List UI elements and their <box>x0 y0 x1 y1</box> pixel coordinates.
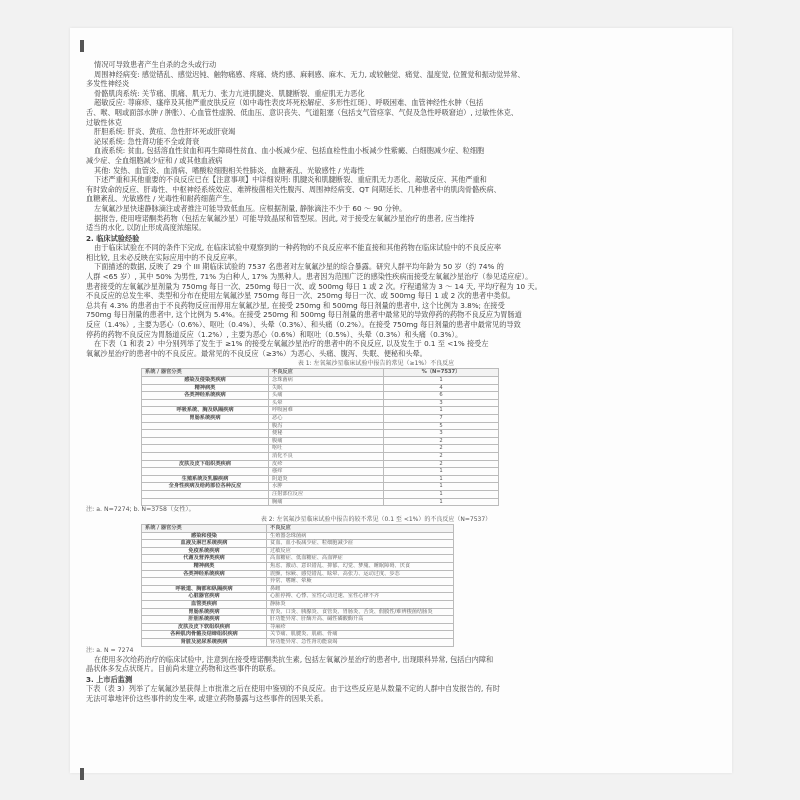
table-cell: 高血糖症、低血糖症、高血钾症 <box>267 555 454 563</box>
table-row <box>142 490 499 498</box>
table-row <box>142 601 454 609</box>
table-header-cell: 系统 / 器官分类 <box>142 369 269 377</box>
table-cell: 6 <box>384 392 499 400</box>
table-cell: 心脏器官疾病 <box>142 593 267 601</box>
table-cell: 失眠 <box>269 384 384 392</box>
table-cell: 焦虑、激动、意识错乱、抑郁、幻觉、梦魇、睡眠障碍、厌食 <box>267 563 454 571</box>
table-row <box>142 563 454 571</box>
ophthalmic-text <box>86 655 666 674</box>
table-row <box>142 430 499 438</box>
text-line: 骨骼肌肉系统: 关节痛、肌痛、肌无力、张力亢进肌腱炎、肌腱断裂、重症肌无力恶化 <box>94 88 365 98</box>
table-row <box>142 460 499 468</box>
table-cell: 1 <box>384 483 499 491</box>
text-line: 晶状体多发点状斑片。目前尚未建立药物和这些事件的联系。 <box>86 664 281 674</box>
table-cell: 免疫系统疾病 <box>142 547 267 555</box>
table-cell: 3 <box>384 399 499 407</box>
table-cell: 5 <box>384 422 499 430</box>
table-cell: 1 <box>384 468 499 476</box>
table-row <box>142 593 454 601</box>
table-cell: 各类神经系统疾病 <box>142 570 267 578</box>
table-cell: 静脉炎 <box>267 601 454 609</box>
clinical-trial-text <box>86 243 666 358</box>
text-line: 氧氟沙星治疗的患者中的不良反应。最常见的不良反应（≥3%）为恶心、头痛、腹泻、失眠、便秘和头晕。 <box>86 348 427 358</box>
table-cell: 腹泻 <box>269 422 384 430</box>
less-common-adverse-reactions-table <box>141 524 454 647</box>
text-line: 减少症、全血细胞减少症和 / 或其他血液病 <box>86 155 223 165</box>
table-cell: 胃肠系统疾病 <box>142 414 269 422</box>
table-cell: 各种肌肉骨骼及结缔组织疾病 <box>142 631 267 639</box>
table1-caption: 表 1: 左氧氟沙星临床试验中报告的常见（≥1%）不良反应 <box>297 360 455 368</box>
table-row <box>142 555 454 563</box>
table-cell: 3 <box>384 430 499 438</box>
table-cell: 恶心 <box>269 414 384 422</box>
text-line: 无法可靠地评价这些事件的发生率, 或建立药物暴露与这些事件的因果关系。 <box>86 693 328 703</box>
text-line: 超敏反应: 荨麻疹、瘙痒及其他严重皮肤反应（如中毒性表皮坏死松解症、多形性红斑）、呼吸困难、血管神经性水肿（包括 <box>94 98 484 108</box>
table-cell: 生殖系统及乳腺疾病 <box>142 475 269 483</box>
table-row <box>142 631 454 639</box>
table-cell: 各类神经系统疾病 <box>142 392 269 400</box>
table-row <box>142 399 499 407</box>
text-line: 舌、喉、咽或面部水肿 / 肿胀）、心血管性虚脱、低血压、意识丧失、气道阻塞（包括支气管痉挛、气促及急性呼吸窘迫）, 过敏性休克、 <box>86 107 519 117</box>
table-cell: 精神病类 <box>142 563 267 571</box>
table-cell: 念珠菌病 <box>269 377 384 385</box>
text-line: 总共有 4.3% 的患者由于不良药物反应而停用左氧氟沙星, 在接受 250mg 和 500mg 每日剂量的患者中, 这个比例为 3.8%; 在接受 <box>86 300 505 310</box>
table-row <box>142 585 454 593</box>
table-cell: 皮疹 <box>269 460 384 468</box>
adverse-reaction-text <box>86 60 666 233</box>
table-cell <box>142 452 269 460</box>
table-cell: 消化不良 <box>269 452 384 460</box>
table-row <box>142 475 499 483</box>
text-line: 血糖紊乱、光敏感性 / 光毒性和耐药细菌产生。 <box>86 194 237 204</box>
text-line: 下面描述的数据, 反映了 29 个 III 期临床试验的 7537 名患者对左氧氟沙星的综合暴露。研究人群平均年龄为 50 岁（约 74% 的 <box>94 262 504 272</box>
text-line: 适当的水化, 以防止形成高度浓缩尿。 <box>86 223 206 233</box>
table-cell <box>142 430 269 438</box>
table-cell: 便秘 <box>269 430 384 438</box>
table-cell: 呼吸道、胸部和纵隔疾病 <box>142 585 267 593</box>
text-line: 下述严重和其他重要的不良反应已在【注意事项】中详细说明: 肌腱炎和肌腱断裂、重症肌无力恶化、超敏反应、其他严重和 <box>94 175 487 185</box>
table-row <box>142 540 454 548</box>
table-row <box>142 532 454 540</box>
table-row <box>142 498 499 506</box>
text-line: 患者接受的左氧氟沙星剂量为 750mg 每日一次、250mg 每日一次、或 500mg 每日 1 或 2 次。疗程通常为 3 ～ 14 天, 平均疗程为 10 天。 <box>86 281 542 291</box>
table-row <box>142 547 454 555</box>
text-line: 由于临床试验在不同的条件下完成, 在临床试验中观察到的一种药物的不良反应率不能直接和其他药物在临床试验中的不良反应率 <box>94 243 502 253</box>
table-cell: 胃肠系统疾病 <box>142 608 267 616</box>
table-cell: 异常、嗜睡、晕厥 <box>267 578 454 586</box>
table-cell: 肾功能异常、急性肾功能衰竭 <box>267 639 454 647</box>
text-line: 反应（1.4%）, 主要为恶心（0.6%）、呕吐（0.4%）、头晕（0.3%）、和头痛（0.2%）。在接受 750mg 每日剂量的患者中最常见的导致 <box>86 320 521 330</box>
table-row <box>142 407 499 415</box>
margin-rule <box>80 40 84 52</box>
table-cell: 肝胆系统疾病 <box>142 616 267 624</box>
table-cell: 1 <box>384 407 499 415</box>
text-line: 在使用多次给药治疗的临床试验中, 注意到在接受喹诺酮类抗生素, 包括左氧氟沙星治疗的患者中, 出现眼科异常, 包括白内障和 <box>94 654 494 664</box>
table-cell: 1 <box>384 475 499 483</box>
table-cell: 震颤、惊厥、感觉错乱、眩晕、高张力、运动过度、步态 <box>267 570 454 578</box>
table-cell: 感染和侵染 <box>142 532 267 540</box>
text-line: 据报告, 使用喹诺酮类药物（包括左氧氟沙星）可能导致晶尿和管型尿。因此, 对于接受左氧氟沙星治疗的患者, 应当维持 <box>94 213 475 223</box>
text-line: 多发性神经炎 <box>86 79 130 89</box>
table-cell: 阴道炎 <box>269 475 384 483</box>
text-line: 750mg 每日剂量的患者中, 这个比例为 5.4%。在接受 250mg 和 500mg 每日剂量的患者中最常见的导致停药的药物不良反应为胃肠道 <box>86 310 522 320</box>
table-row <box>142 483 499 491</box>
text-line: 其他: 发热、血管炎、血清病、嗜酸粒细胞相关性肺炎、血糖紊乱、光敏感性 / 光毒性 <box>94 165 365 175</box>
table-cell: 胸痛 <box>269 498 384 506</box>
table-cell: 瘙痒 <box>269 468 384 476</box>
postmarketing-text <box>86 684 666 703</box>
document-body <box>86 60 666 704</box>
table-row <box>142 422 499 430</box>
table-cell: 2 <box>384 437 499 445</box>
margin-rule <box>80 768 84 780</box>
section-title-postmarketing: 3. 上市后监测 <box>86 674 133 684</box>
table-cell: 1 <box>384 377 499 385</box>
table-cell: 血液及淋巴系统疾病 <box>142 540 267 548</box>
section-title-clinical-trials: 2. 临床试验经验 <box>86 233 140 243</box>
text-line: 周围神经病变: 感觉错乱、感觉迟钝、触物痛感、疼痛、烧灼感、麻刺感、麻木、无力, 或较触觉、痛觉、温度觉, 位置觉和振动觉异常、 <box>94 69 525 79</box>
table-cell: 精神病类 <box>142 384 269 392</box>
table-cell: 1 <box>384 490 499 498</box>
table-cell: 2 <box>384 445 499 453</box>
text-line: 过敏性休克 <box>86 117 122 127</box>
table-cell: 呕吐 <box>269 445 384 453</box>
table-row <box>142 392 499 400</box>
table-cell: 7 <box>384 414 499 422</box>
text-line: 下表（表 3）列举了左氧氟沙星获得上市批准之后在使用中鉴别的不良反应。由于这些反应是从数量不定的人群中自发报告的, 有时 <box>86 684 500 694</box>
text-line: 血液系统: 贫血, 包括溶血性贫血和再生障碍性贫血、血小板减少症、包括血栓性血小板减少性紫癜、白细胞减少症、粒细胞 <box>94 146 485 156</box>
table-row <box>142 452 499 460</box>
table-cell: 头晕 <box>269 399 384 407</box>
table-row <box>142 578 454 586</box>
table-header-cell: 不良反应 <box>267 525 454 533</box>
table-cell: 贫血、血小板减少症、粒细胞减少症 <box>267 540 454 548</box>
table-cell <box>142 490 269 498</box>
table-cell: 1 <box>384 498 499 506</box>
table-cell <box>142 445 269 453</box>
table-cell: 2 <box>384 452 499 460</box>
table-cell: 注射部位反应 <box>269 490 384 498</box>
table-cell: 2 <box>384 460 499 468</box>
text-line: 有时致命的反应、肝毒性、中枢神经系统效应、难辨梭菌相关性腹泻、周围神经病变、QT 间期延长、几种患者中的肌肉骨骼疾病、 <box>86 184 501 194</box>
table-cell: 4 <box>384 384 499 392</box>
table-row <box>142 608 454 616</box>
table-row <box>142 639 454 647</box>
table-cell: 代谢及营养类疾病 <box>142 555 267 563</box>
text-line: 左氧氟沙星快速静脉滴注或者推注可能导致低血压。应根据剂量, 静脉滴注不少于 60 ～ 90 分钟。 <box>94 203 407 213</box>
table-header-cell: 系统 / 器官分类 <box>142 525 267 533</box>
table-cell <box>142 498 269 506</box>
table-row <box>142 445 499 453</box>
table-cell: 全身性疾病及给药部位各种反应 <box>142 483 269 491</box>
table-cell <box>142 437 269 445</box>
table-row <box>142 616 454 624</box>
table2-note: 注: a. N = 7274 <box>86 646 134 654</box>
text-line: 不良反应的总发生率、类型和分布在使用左氧氟沙星 750mg 每日一次、250mg 每日一次、或 500mg 每日 1 或 2 次的患者中类似。 <box>86 291 515 301</box>
table-cell: 肾脏及泌尿系统疾病 <box>142 639 267 647</box>
table-cell: 呼吸系统、胸及纵隔疾病 <box>142 407 269 415</box>
table-header-cell: 不良反应 <box>269 369 384 377</box>
table-cell: 皮肤及皮下软组织疾病 <box>142 623 267 631</box>
text-line: 情况可导致患者产生自杀的念头或行动 <box>94 60 217 69</box>
table-row <box>142 437 499 445</box>
table-cell <box>142 422 269 430</box>
table-cell: 心脏停搏、心悸、室性心动过速、室性心律不齐 <box>267 593 454 601</box>
table-row <box>142 414 499 422</box>
table-cell: 皮肤及皮下组织类疾病 <box>142 460 269 468</box>
table-cell: 荨麻疹 <box>267 623 454 631</box>
table-cell: 血管类疾病 <box>142 601 267 609</box>
text-line: 泌尿系统: 急性肾功能不全或肾衰 <box>94 136 200 146</box>
text-line: 在下表（1 和表 2）中分别列举了发生于 ≥1% 的接受左氧氟沙星治疗的患者中的不良反应, 以及发生于 0.1 至 <1% 接受左 <box>94 339 489 349</box>
table-cell: 过敏反应 <box>267 547 454 555</box>
table-cell: 鼻衄 <box>267 585 454 593</box>
text-line: 肝胆系统: 肝炎、黄疸、急性肝坏死或肝衰竭 <box>94 127 236 137</box>
table2-caption: 表 2: 左氧氟沙星临床试验中报告的较不常见（0.1 至 <1%）的不良反应（N=7537） <box>260 516 492 524</box>
table-cell: 肝功能异常、肝酶升高、碱性磷酸酶升高 <box>267 616 454 624</box>
table-row <box>142 384 499 392</box>
table-header-cell: %（N=7537） <box>384 369 499 377</box>
table-cell: 呼吸困难 <box>269 407 384 415</box>
table-cell <box>142 399 269 407</box>
common-adverse-reactions-table <box>141 368 499 506</box>
table-cell: 胃炎、口炎、胰腺炎、食管炎、胃肠炎、舌炎、假膜性/难辨梭菌结肠炎 <box>267 608 454 616</box>
table-row <box>142 570 454 578</box>
table1-note: 注: a. N=7274; b. N=3758（女性）。 <box>86 506 195 514</box>
table-row <box>142 468 499 476</box>
text-line: 停药的药物不良反应为胃肠道反应（1.2%）, 主要为恶心（0.6%）和呕吐（0.5%）、头晕（0.3%）和头痛（0.3%）。 <box>86 329 463 339</box>
table-cell: 关节痛、肌腱炎、肌痛、骨痛 <box>267 631 454 639</box>
table-cell <box>142 578 267 586</box>
table-row <box>142 377 499 385</box>
table-cell: 感染及侵染类疾病 <box>142 377 269 385</box>
table-cell: 生殖器念珠菌病 <box>267 532 454 540</box>
text-line: 相比较, 且未必反映在实际应用中的不良反应率。 <box>86 252 242 262</box>
table-cell: 头痛 <box>269 392 384 400</box>
text-line: 人群 <65 岁）, 其中 50% 为男性, 71% 为白种人, 17% 为黑种人。患者因为范围广泛的感染性疾病而接受左氧氟沙星治疗（参见适应症）。 <box>86 272 533 282</box>
table-cell: 水肿 <box>269 483 384 491</box>
table-cell: 腹痛 <box>269 437 384 445</box>
table-row <box>142 623 454 631</box>
table-cell <box>142 468 269 476</box>
